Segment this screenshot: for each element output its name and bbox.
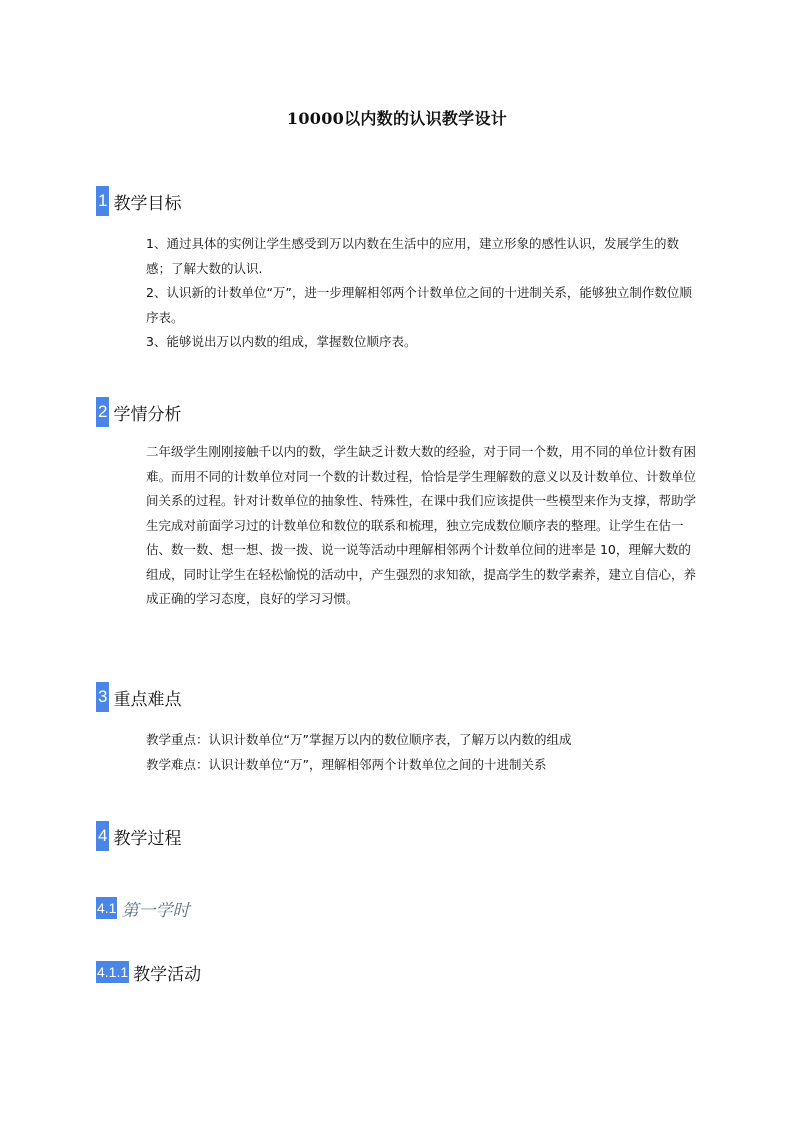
section-title: 学情分析 [113, 404, 182, 425]
section-title: 教学过程 [113, 828, 182, 849]
paragraph: 教学难点：认识计数单位“万”，理解相邻两个计数单位之间的十进制关系 [146, 756, 547, 772]
section-title: 重点难点 [113, 689, 182, 710]
section-heading-3 [96, 682, 181, 712]
section-number-badge: 3 [96, 682, 109, 712]
section-heading-4-1-1 [96, 957, 201, 987]
paragraph: 教学重点：认识计数单位“万”掌握万以内的数位顺序表，了解万以内数的组成 [146, 732, 572, 747]
section-number-badge: 4 [96, 821, 109, 851]
section-heading-4-1 [96, 893, 189, 923]
paragraph: 1、通过具体的实例让学生感受到万以内数在生活中的应用，建立形象的感性认识，发展学生的数感；了解大数的认识. [146, 236, 679, 276]
paragraph: 3、能够说出万以内数的组成，掌握数位顺序表。 [146, 334, 417, 349]
section-1-body [146, 232, 698, 355]
section-title: 教学活动 [133, 964, 202, 985]
section-number-badge: 1 [96, 186, 109, 216]
page-title: 10000以内数的认识教学设计 [286, 109, 508, 128]
section-heading-1 [96, 186, 181, 216]
section-heading-2 [96, 397, 181, 427]
section-2-body [146, 440, 698, 612]
section-title: 教学目标 [113, 193, 182, 214]
section-number-badge: 2 [96, 397, 109, 427]
section-number-badge: 4.1 [96, 897, 117, 919]
paragraph: 二年级学生刚刚接触千以内的数，学生缺乏计数大数的经验，对于同一个数，用不同的单位计数有困难。而用不同的计数单位对同一个数的计数过程，恰恰是学生理解数的意义以及计数单位、计数单位间关系的过程。针对计数单位的抽象性、特殊性，在课中我们应该提供一些模型来作为支撑，帮助学生完成对前面学习过的计数单位和数位的联系和梳理，独立完成数位顺序表的整理。让学生在估一估、数一数、想一想、拨一拨、说一说等活动中理解相邻两个计数单位间的进率是 10，理解大数的组成，同时让学生在轻松愉悦的活动中，产生强烈的求知欲，提高学生的数学素养，建立自信心，养成正确的学习态度，良好的学习习惯。 [146, 444, 697, 606]
section-title: 第一学时 [121, 900, 190, 921]
section-number-badge: 4.1.1 [96, 961, 129, 983]
section-3-body [146, 728, 698, 777]
section-heading-4 [96, 821, 181, 851]
paragraph: 2、认识新的计数单位“万”，进一步理解相邻两个计数单位之间的十进制关系，能够独立制作数位顺序表。 [146, 285, 692, 325]
